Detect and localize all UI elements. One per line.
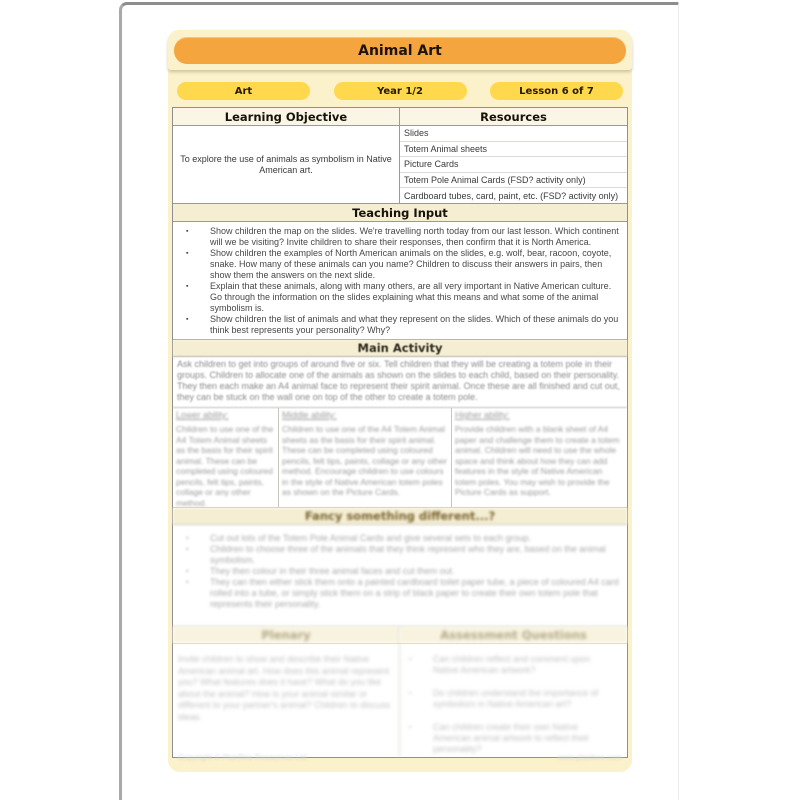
ability-text: Provide children with a blank sheet of A4 paper and challenge them to create a totem animal. Children will need to use the whole space and think about how they can add features in the style of Native American totem poles. You may wish to provide the Picture Cards as support.: [455, 424, 620, 497]
learning-objective-text: To explore the use of animals as symbolism in Native American art.: [173, 126, 400, 203]
lesson-pill: Lesson 6 of 7: [490, 82, 623, 100]
resource-item: Totem Pole Animal Cards (FSD? activity only): [400, 173, 627, 189]
teaching-input-header: Teaching Input: [173, 204, 627, 222]
bullet-item: ▪ Show children the map on the slides. We're travelling north today from our last lesson. Which continent will we be visiting? Invite children to share their responses, then confirm that it is North America.: [177, 226, 621, 248]
resource-item: Slides: [400, 126, 627, 142]
resource-item: Picture Cards: [400, 157, 627, 173]
ability-text: Children to use one of the A4 Totem Animal sheets as the basis for their spirit animal. These can be completed using coloured pencils, felt tips, paints, collage or any other method. Encourage children to use colours in the style of Native American totem poles as shown on the Picture Cards.: [282, 424, 447, 497]
middle-ability-column: [279, 408, 452, 507]
bullet-marker: ▪: [186, 316, 189, 323]
ability-heading: Higher ability:: [455, 410, 510, 420]
resources-list: [400, 126, 627, 203]
plenary-assessment-body-row: [173, 644, 627, 757]
bullet-item: ▪ They can then either stick them onto a painted cardboard toilet paper tube, a piece of coloured A4 card rolled into a tube, or simply stick them on a strip of black paper to create their own totem pole that represents their personality.: [177, 577, 621, 610]
main-activity-header: Main Activity: [173, 340, 627, 357]
lower-ability-column: [173, 408, 279, 507]
ability-columns: [173, 408, 627, 508]
plenary-text: Invite children to show and describe their Native American animal art. How does this animal represent you? What features does it have? What do you like about the animal? How is your animal similar or different to your partner's animal? Children to discuss ideas.: [173, 644, 400, 757]
learning-objective-header: Learning Objective: [173, 108, 400, 125]
bullet-marker: ▪: [186, 228, 189, 235]
subject-pill: Art: [177, 82, 310, 100]
plenary-assessment-header-row: [173, 627, 627, 644]
plenary-header: Plenary: [173, 627, 400, 643]
ability-heading: Middle ability:: [282, 410, 337, 420]
page-title: Animal Art: [358, 42, 442, 59]
resource-item: Totem Animal sheets: [400, 142, 627, 158]
bullet-marker: ▪: [409, 656, 412, 663]
bullet-item: ▪ Can children create their own Native American animal artwork to reflect their personality?: [400, 722, 627, 755]
bullet-marker: ▪: [186, 535, 189, 542]
lesson-table: [172, 107, 628, 758]
bullet-item: ▪ Explain that these animals, along with many others, are all very important in Native American culture. Go through the information on the slides explaining what this means and what some of the animal symbolism is.: [177, 281, 621, 314]
bullet-item: ▪ Can children reflect and comment upon Native American artwork?: [400, 654, 627, 676]
resource-item: Cardboard tubes, card, paint, etc. (FSD? activity only): [404, 190, 619, 201]
bullet-marker: ▪: [186, 579, 189, 586]
assessment-bullets: [400, 644, 627, 757]
bullet-item: ▪ Cut out lots of the Totem Pole Animal Cards and give several sets to each group.: [177, 533, 621, 544]
year-pill: Year 1/2: [334, 82, 467, 100]
bullet-item: ▪ Show children the examples of North American animals on the slides, e.g. wolf, bear, racoon, coyote, snake. How many of these animals can you name? Children to discuss their answers in pairs, then show them the answers on the next slide.: [177, 248, 621, 281]
bullet-item: ▪ They then colour in their three animal faces and cut them out.: [177, 566, 621, 577]
assessment-header: Assessment Questions: [400, 627, 627, 643]
bullet-marker: ▪: [409, 690, 412, 697]
bullet-marker: ▪: [186, 568, 189, 575]
lo-res-header-row: [173, 108, 627, 126]
bullet-marker: ▪: [186, 546, 189, 553]
footer-right: www.planbee.com: [557, 753, 622, 762]
higher-ability-column: [452, 408, 627, 507]
teaching-input-bullets: [173, 222, 627, 340]
resources-header: Resources: [400, 108, 627, 125]
bullet-item: ▪ Children to choose three of the animals that they think represent who they are, based on the animal symbolism.: [177, 544, 621, 566]
main-activity-intro: Ask children to get into groups of around five or six. Tell children that they will be creating a totem pole in their groups. Children to allocate one of the animals as shown on the slides to each child, based on their personality. They then each make an A4 animal face to represent their spirit animal. Once these are all finished and cut out, they can be stuck on the wall one on top of the other to create a totem pole.: [173, 357, 627, 408]
ability-text: Children to use one of the A4 Totem Animal sheets as the basis for their spirit animal. These can be completed using coloured pencils, felt tips, paints, collage or any other method.: [176, 424, 274, 507]
meta-pills: [168, 70, 632, 100]
lesson-sheet: [168, 30, 632, 772]
document-frame: [119, 2, 679, 800]
title-banner-strip: [168, 30, 632, 70]
bullet-item: ▪ Do children understand the importance of symbolism in Native American art?: [400, 688, 627, 710]
footer-left: Copyright © PlanBee Resources Ltd: [178, 753, 307, 762]
bullet-marker: ▪: [186, 250, 189, 257]
fancy-bullets: [173, 525, 627, 627]
bullet-marker: ▪: [409, 724, 412, 731]
ability-heading: Lower ability:: [176, 410, 229, 420]
bullet-item: ▪ Show children the list of animals and what they represent on the slides. Which of these animals do you think best represents your personality? Why?: [177, 314, 621, 336]
title-banner: [174, 37, 626, 64]
fancy-header: Fancy something different...?: [173, 508, 627, 525]
bullet-marker: ▪: [186, 283, 189, 290]
lo-res-body-row: [173, 126, 627, 204]
